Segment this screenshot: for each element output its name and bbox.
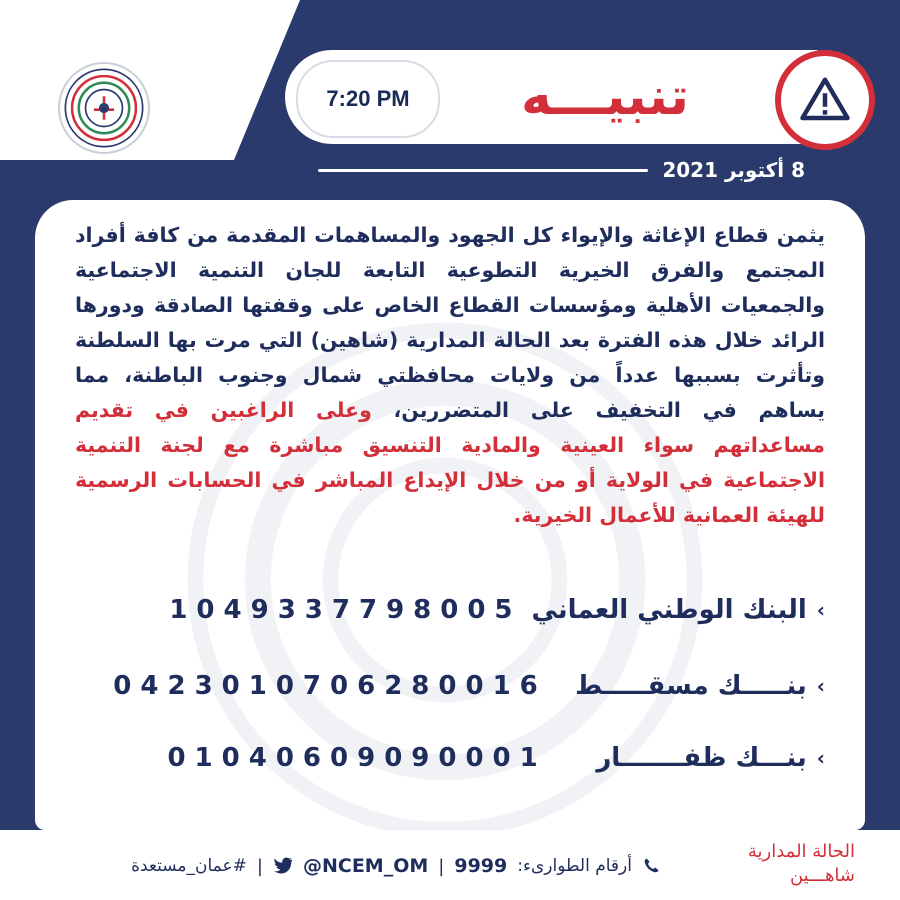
separator: | (256, 855, 263, 877)
chevron-icon: › (816, 598, 825, 622)
alert-title: تنبيـــه (520, 67, 690, 127)
footer-bar (0, 830, 900, 900)
paragraph-highlight: وعلى الراغبين في تقديم مساعداتهم سواء العينية والمادية التنسيق مباشرة مع لجنة التنمية الاجتماعية في الولاية أو من خلال الإيداع المباشر في الحسابات الرسمية للهيئة العمانية للأعمال الخيرية. (75, 398, 825, 527)
bank-row-national (75, 590, 825, 630)
cyclone-label-line1: الحالة المدارية (747, 841, 855, 862)
content-card (35, 200, 865, 830)
bank-account-number: 1049337798005 (169, 595, 522, 625)
date-divider (318, 169, 648, 172)
footer-contact-info (20, 850, 660, 882)
separator: | (438, 855, 445, 877)
bank-account-number: 01040609090001 (167, 743, 547, 773)
logo-emblem-icon (62, 66, 146, 150)
bank-name: بنـــك ظفـــــــار (596, 743, 807, 773)
bank-name: البنك الوطني العماني (531, 595, 807, 625)
header-logo-panel (0, 0, 300, 160)
hashtag[interactable]: #عمان_مستعدة (131, 856, 247, 876)
paragraph-normal: يثمن قطاع الإغاثة والإيواء كل الجهود والمساهمات المقدمة من كافة أفراد المجتمع والفرق الخيرية التطوعية التابعة للجان التنمية الاجتماعية والجمعيات الأهلية ومؤسسات القطاع الخاص على وقفتها الصادقة ودورها الرائد خلال هذه الفترة بعد الحالة المدارية (شاهين) التي مرت بها السلطنة وتأثرت بسببها عدداً من ولايات محافظتي شمال وجنوب الباطنة، مما يساهم في التخفيف على المتضررين، (75, 223, 825, 422)
announcement-paragraph (75, 218, 825, 533)
date-text: 8 أكتوبر 2021 (662, 158, 805, 182)
bank-name: بنـــــك مسقـــــط (575, 671, 807, 701)
time-badge: 7:20 PM (296, 60, 440, 138)
ncem-logo (58, 62, 150, 154)
twitter-icon (273, 857, 293, 875)
chevron-icon: › (816, 746, 825, 770)
bank-row-muscat (75, 666, 825, 706)
date-row (205, 150, 805, 190)
warning-icon (798, 73, 852, 127)
cyclone-label (748, 840, 855, 888)
emergency-number: 9999 (454, 855, 508, 877)
chevron-icon: › (816, 674, 825, 698)
warning-badge (775, 50, 875, 150)
cyclone-label-line2: شاهـــين (789, 865, 855, 886)
bank-row-dhofar (75, 738, 825, 778)
twitter-handle[interactable]: @NCEM_OM (302, 855, 429, 877)
phone-icon (642, 856, 660, 876)
bank-account-number: 0423010706280016 (113, 671, 547, 701)
emergency-label: أرقام الطوارىء: (517, 856, 632, 876)
